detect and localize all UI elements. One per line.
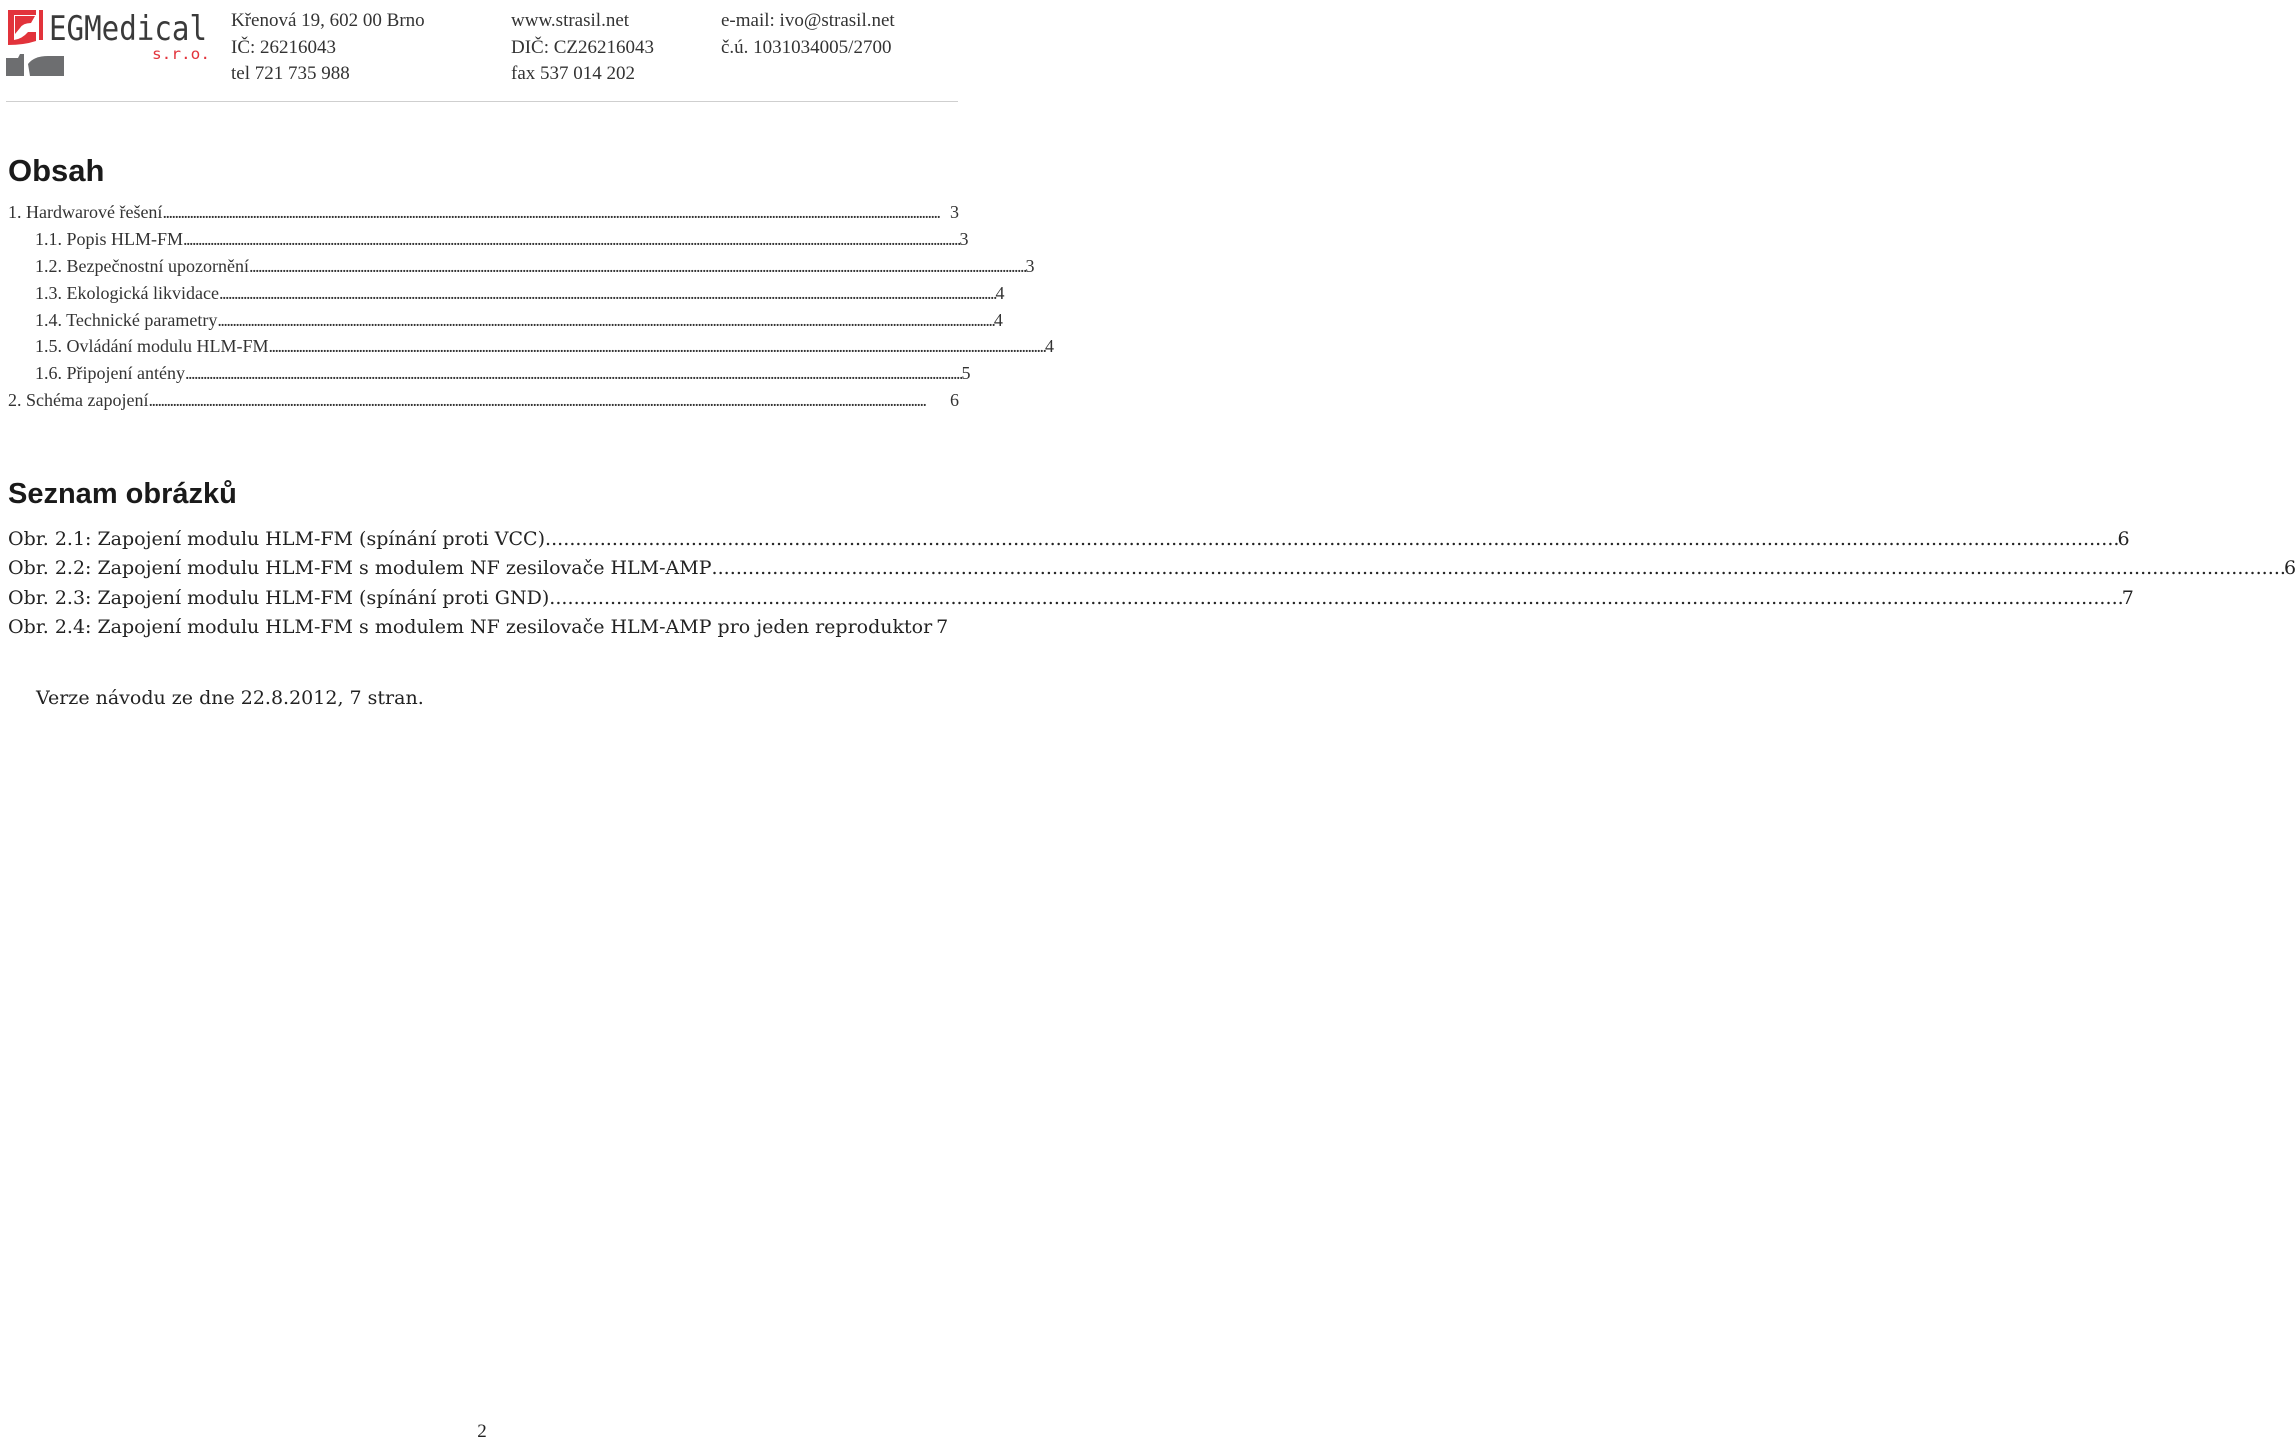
company-ic: IČ: 26216043 [231, 36, 337, 58]
toc-entry-label: 1.2. Bezpečnostní upozornění [35, 255, 249, 276]
company-bank-account: č.ú. 1031034005/2700 [721, 36, 892, 58]
toc-entry[interactable] [8, 336, 1054, 363]
dot-leader [549, 587, 2120, 611]
dot-leader [185, 363, 961, 386]
dot-leader [162, 202, 949, 225]
company-address: Křenová 19, 602 00 Brno [231, 10, 425, 31]
letterhead [0, 0, 960, 104]
figure-entry[interactable] [8, 557, 2296, 586]
toc-entry-page: 3 [950, 202, 959, 222]
figure-entry-label: Obr. 2.2: Zapojení modulu HLM-FM s modulem NF zesilovače HLM-AMP [8, 557, 712, 580]
table-of-contents [8, 202, 1054, 417]
toc-entry[interactable] [8, 282, 1005, 310]
company-email: e-mail: ivo@strasil.net [721, 10, 895, 31]
toc-entry-page: 5 [961, 363, 971, 384]
figure-entry-label: Obr. 2.1: Zapojení modulu HLM-FM (spínání proti VCC) [8, 528, 546, 550]
logo-wordmark: EGMedical [49, 9, 207, 49]
toc-entry-page: 3 [959, 228, 969, 249]
toc-entry[interactable] [8, 255, 1035, 283]
toc-entry[interactable] [8, 363, 971, 390]
toc-entry-label: 1. Hardwarové řešení [8, 202, 163, 222]
toc-entry-page: 6 [950, 390, 959, 411]
toc-entry-label: 2. Schéma zapojení [8, 390, 149, 411]
figure-entry[interactable] [8, 616, 959, 645]
page-number: 2 [477, 1421, 487, 1442]
company-fax: fax 537 014 202 [511, 63, 636, 84]
company-dic: DIČ: CZ26216043 [511, 36, 655, 58]
toc-heading: Obsah [8, 153, 105, 188]
toc-entry-label: 1.4. Technické parametry [35, 309, 218, 330]
dot-leader [183, 229, 959, 252]
toc-entry[interactable] [8, 390, 959, 417]
toc-entry-label: 1.1. Popis HLM-FM [35, 228, 184, 249]
figures-heading: Seznam obrázků [8, 478, 237, 510]
toc-entry-page: 4 [1045, 336, 1054, 357]
contact-column-web [511, 8, 654, 88]
contact-column-address [231, 8, 425, 88]
toc-entry[interactable] [8, 309, 1003, 337]
figure-entry[interactable] [8, 586, 2134, 616]
toc-entry-label: 1.3. Ekologická likvidace [35, 282, 219, 303]
figure-entry-label: Obr. 2.4: Zapojení modulu HLM-FM s modulem NF zesilovače HLM-AMP pro jeden reproduktor [8, 616, 933, 639]
toc-entry-label: 1.6. Připojení antény [35, 363, 185, 384]
header-divider [6, 101, 958, 102]
dot-leader [712, 557, 2283, 581]
figure-entry-page: 7 [2121, 586, 2134, 609]
toc-entry-page: 4 [993, 309, 1003, 330]
figure-entry-page: 6 [2283, 557, 2296, 580]
company-phone: tel 721 735 988 [231, 63, 350, 84]
toc-entry-label: 1.5. Ovládání modulu HLM-FM [35, 336, 269, 357]
toc-entry[interactable] [8, 202, 959, 229]
figure-entry-page: 6 [2117, 528, 2130, 550]
company-website: www.strasil.net [511, 10, 630, 31]
dot-leader [217, 310, 993, 333]
toc-entry-page: 3 [1025, 255, 1035, 276]
toc-entry[interactable] [8, 228, 969, 256]
dot-leader [269, 336, 1045, 359]
contact-column-email [721, 8, 895, 61]
dot-leader [219, 283, 995, 306]
list-of-figures [8, 528, 2296, 646]
figure-entry-label: Obr. 2.3: Zapojení modulu HLM-FM (spínání proti GND) [8, 586, 550, 609]
figure-entry[interactable] [8, 528, 2130, 557]
toc-entry-page: 4 [995, 282, 1005, 303]
version-note: Verze návodu ze dne 22.8.2012, 7 stran. [36, 687, 424, 709]
dot-leader [249, 256, 1025, 279]
dot-leader [148, 390, 949, 413]
figure-entry-page: 7 [936, 616, 949, 639]
dot-leader [545, 528, 2116, 552]
company-logo [6, 6, 214, 80]
logo-suffix: s.r.o. [152, 45, 210, 63]
